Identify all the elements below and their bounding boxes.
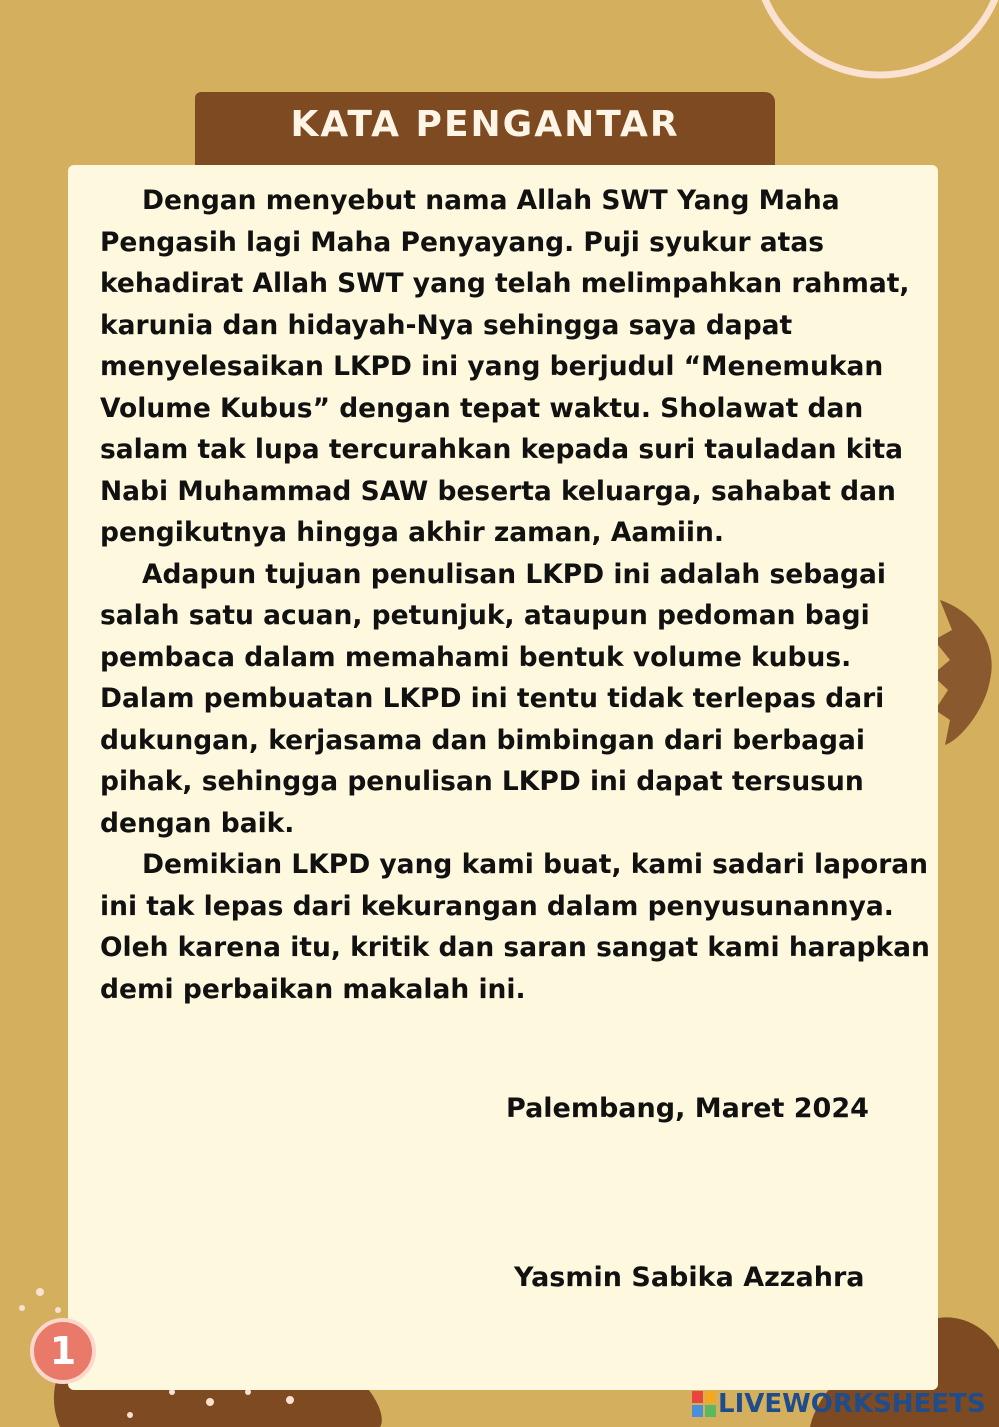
liveworksheets-watermark	[692, 1386, 986, 1422]
paragraph-closing: Demikian LKPD yang kami buat, kami sadari laporan ini tak lepas dari kekurangan dalam penyusunannya. Oleh karena itu, kritik dan saran sangat kami harapkan demi perbaikan makalah ini.	[100, 849, 930, 1005]
decorative-ring	[740, 0, 999, 100]
title-tab	[195, 92, 775, 172]
page-title: KATA PENGANTAR	[290, 104, 680, 145]
paragraph-opening: Dengan menyebut nama Allah SWT Yang Maha Pengasih lagi Maha Penyayang. Puji syukur atas kehadirat Allah SWT yang telah melimpahkan rahmat, karunia dan hidayah-Nya sehingga saya dapat menyelesaikan LKPD ini yang berjudul “Menemukan Volume Kubus” dengan tepat waktu. Sholawat dan salam tak lupa tercurahkan kepada suri tauladan kita Nabi Muhammad SAW beserta keluarga, sahabat dan pengikutnya hingga akhir zaman, Aamiin.	[100, 185, 910, 548]
page-number: 1	[49, 1329, 77, 1373]
author-name: Yasmin Sabika Azzahra	[514, 1262, 865, 1293]
place-date: Palembang, Maret 2024	[506, 1093, 869, 1124]
leaf-decoration-right	[930, 590, 999, 750]
page-number-badge	[30, 1318, 96, 1384]
liveworksheets-logo-icon	[692, 1391, 716, 1417]
foreword-body	[100, 180, 930, 1010]
brand-text: LIVEWORKSHEETS	[718, 1389, 986, 1419]
paragraph-purpose: Adapun tujuan penulisan LKPD ini adalah sebagai salah satu acuan, petunjuk, ataupun pedoman bagi pembaca dalam memahami bentuk volume kubus. Dalam pembuatan LKPD ini tentu tidak terlepas dari dukungan, kerjasama dan bimbingan dari berbagai pihak, sehingga penulisan LKPD ini dapat tersusun dengan baik.	[100, 558, 886, 839]
